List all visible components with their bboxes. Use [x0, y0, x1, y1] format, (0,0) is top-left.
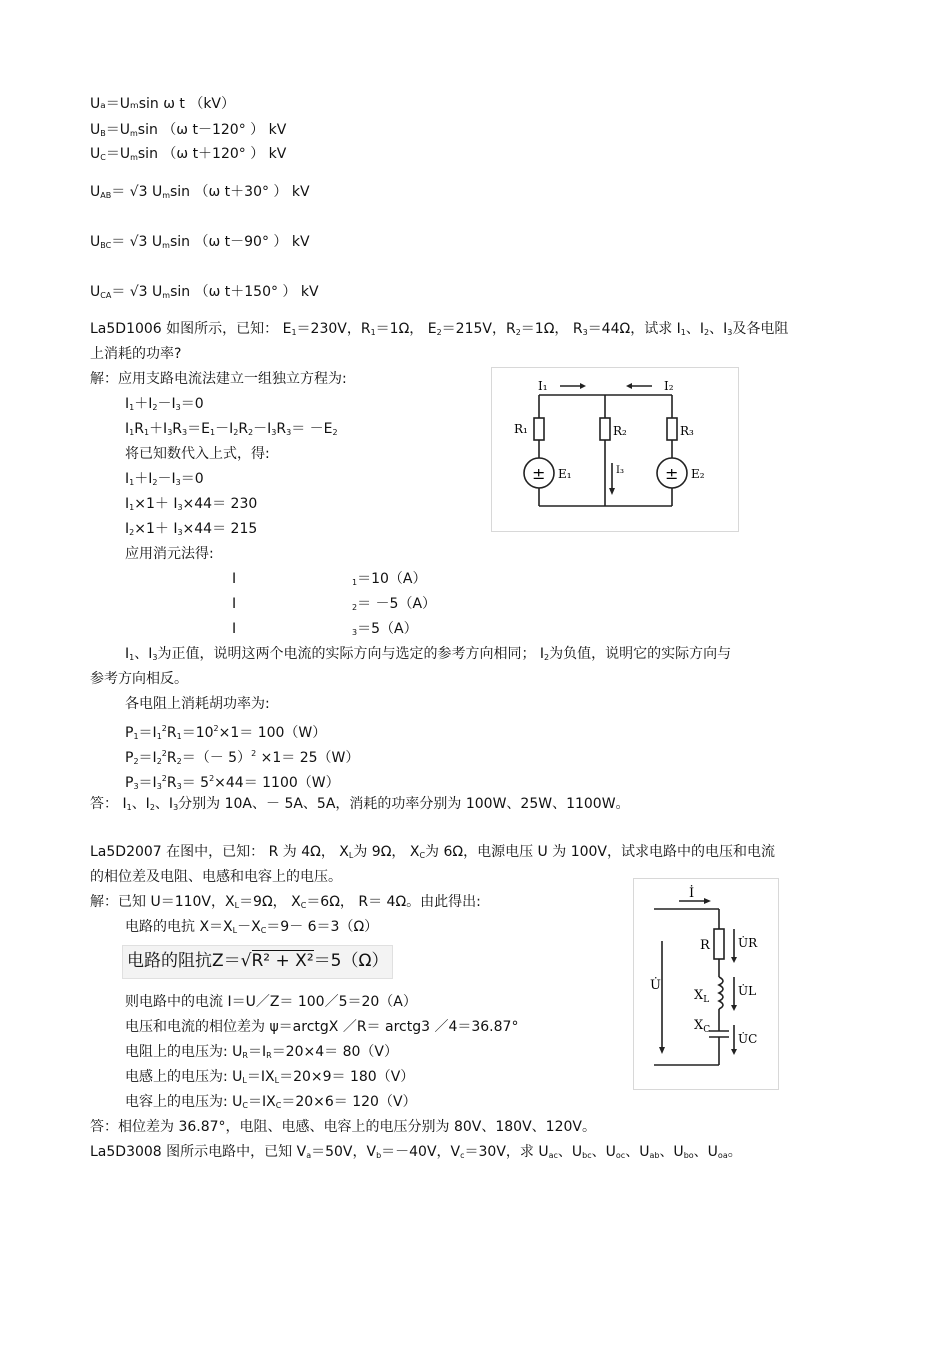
p1006-answer: 答： $I_1$、$I_2$、$I_3$分别为 10A、－ 5A、5A，消耗的功率分别为 100W、25W、1100W。 [90, 796, 630, 812]
p2007-solution-intro: 解：已知 U＝110V，$X_L=9\Omega$， $X_C=6\Omega$， R＝ 4Ω。由此得出: [90, 894, 481, 910]
phase-uca: $U_{CA}= √3$ $U_m\sin$ （ω t＋150° ） kV [90, 284, 319, 300]
p1006-substitute: 将已知数代入上式，得: [125, 446, 270, 462]
p1006-circuit-diagram [492, 368, 738, 531]
label-e1: E₁ [558, 467, 572, 481]
impedance-label: 电路的阻抗Z＝ [127, 951, 241, 971]
label-i1: I₁ [538, 379, 548, 393]
p1006-question-line1: La5D1006 如图所示，已知： $E_1=230V$，$R_1=1\Omega$， $E_2=215V$，$R_2=1\Omega$， $R_3=44\Omega$，试求 $I_1$、$I_2$、$I_3$及各电阻 [90, 321, 789, 337]
label-inductor: $X_L$ [694, 988, 710, 1005]
p1006-question-line2: 上消耗的功率? [90, 346, 182, 362]
impedance-radicand: R² + X² [251, 951, 314, 971]
p2007-phase-diff: 电压和电流的相位差为 ψ＝arctgX ／R＝ arctg3 ／4＝36.87° [125, 1019, 519, 1035]
label-capacitor: $X_C$ [694, 1018, 711, 1035]
label-r1: R₁ [514, 422, 528, 436]
p1006-eq3: $I_1+I_2-I_3=0$ [125, 471, 204, 487]
p1006-comment-line1: $I_1$、$I_3$为正值，说明这两个电流的实际方向与选定的参考方向相同； $I_2$为负值，说明它的实际方向与 [125, 646, 732, 662]
label-e2: E₂ [691, 467, 705, 481]
p1006-comment-line2: 参考方向相反。 [90, 671, 188, 687]
p2007-ur: 电阻上的电压为: $U_R=I_R=20\times 4= 80(V)$ [125, 1044, 398, 1060]
p1006-result3-value: $_3$＝5（A） [352, 621, 418, 637]
label-source-voltage: U̇ [650, 978, 661, 993]
p1006-power2: $P_2=I_2^2R_2=(- 5)^2 \times 1= 25(W)$ [125, 749, 360, 766]
label-ur: U̇R [738, 936, 758, 950]
label-r2: R₂ [613, 424, 627, 438]
phase-ubc: $U_{BC}= √3$ $U_m\sin$ （ω t－90° ） kV [90, 234, 310, 250]
p1006-power3: $P_3=I_3^2R_3= 5^2\times 44= 1100(W)$ [125, 774, 340, 791]
p1006-elimination: 应用消元法得: [125, 546, 214, 562]
label-ul: U̇L [738, 984, 757, 998]
source-e2-symbol: ± [665, 464, 679, 483]
p2007-answer: 答：相位差为 36.87°，电阻、电感、电容上的电压分别为 80V、180V、120V。 [90, 1119, 596, 1135]
source-e1-symbol: ± [532, 464, 546, 483]
p1006-eq1: $I_1+I_2-I_3=0$ [125, 396, 204, 412]
p1006-result1-value: $_1$＝10（A） [352, 571, 427, 587]
p1006-solution-intro: 解：应用支路电流法建立一组独立方程为: [90, 371, 347, 387]
p1006-result3-symbol: I [232, 621, 237, 637]
p2007-current: 则电路中的电流 I＝U／Z＝ 100／5＝20（A） [125, 994, 417, 1010]
sqrt-symbol: √ [240, 951, 252, 971]
label-r3: R₃ [680, 424, 694, 438]
p1006-eq2: $I_1R_1+I_3R_3=E_1-I_2R_2-I_3R_3= -E_2$ [125, 421, 338, 437]
p1006-result2-value: $_2$＝ －5（A） [352, 596, 437, 612]
p1006-eq5: $I_2\times 1+ I_3\times 44= 215$ [125, 521, 258, 537]
label-resistor: R [700, 938, 710, 953]
label-uc: U̇C [738, 1032, 758, 1046]
label-i2: I₂ [664, 379, 674, 393]
phase-uc: $U_C=U_m\sin$ （ω t＋120° ） kV [90, 146, 287, 162]
p2007-circuit-figure [633, 878, 779, 1090]
p1006-eq4: $I_1\times 1+ I_3\times 44= 230$ [125, 496, 258, 512]
p2007-uc: 电容上的电压为: $U_C=IX_C=20\times 6= 120(V)$ [125, 1094, 417, 1110]
p1006-circuit-figure [491, 367, 739, 532]
p2007-circuit-diagram [634, 879, 778, 1089]
p1006-result1-symbol: I [232, 571, 237, 587]
phase-ub: $U_B=U_m\sin$ （ω t－120° ） kV [90, 122, 287, 138]
phase-uab: $U_{AB}= √3$ $U_m\sin$ （ω t＋30° ） kV [90, 184, 310, 200]
phase-ua: Uₐ＝Uₘsin ω t （kV） [90, 96, 236, 112]
p2007-question-line2: 的相位差及电阻、电感和电容上的电压。 [90, 869, 342, 885]
label-current: İ [689, 886, 695, 901]
p1006-power1: $P_1=I_1^2R_1=10^2\times 1= 100(W)$ [125, 724, 327, 741]
p1006-power-intro: 各电阻上消耗胡功率为: [125, 696, 270, 712]
p2007-ul: 电感上的电压为: $U_L=IX_L=20\times 9= 180(V)$ [125, 1069, 415, 1085]
impedance-value: ＝5（Ω） [313, 951, 389, 971]
p2007-question-line1: La5D2007 在图中，已知： R 为 4Ω， $X_L$为 9Ω， $X_C$为 6Ω，电源电压 U 为 100V，试求电路中的电压和电流 [90, 844, 775, 860]
p2007-reactance: 电路的电抗 $X=X_L-X_C=9- 6=3(\Omega)$ [125, 919, 379, 935]
p1006-result2-symbol: I [232, 596, 237, 612]
label-i3: I₃ [616, 465, 624, 476]
p3008-question: La5D3008 图所示电路中，已知 $V_a=50V$，$V_b=-40V$，$V_c=30V$，求 $U_{ac}$、$U_{bc}$、$U_{oc}$、$U_{ab}$、$U_{bo}$、$U_{oa}$。 [90, 1144, 742, 1160]
p2007-impedance-formula [122, 945, 393, 979]
